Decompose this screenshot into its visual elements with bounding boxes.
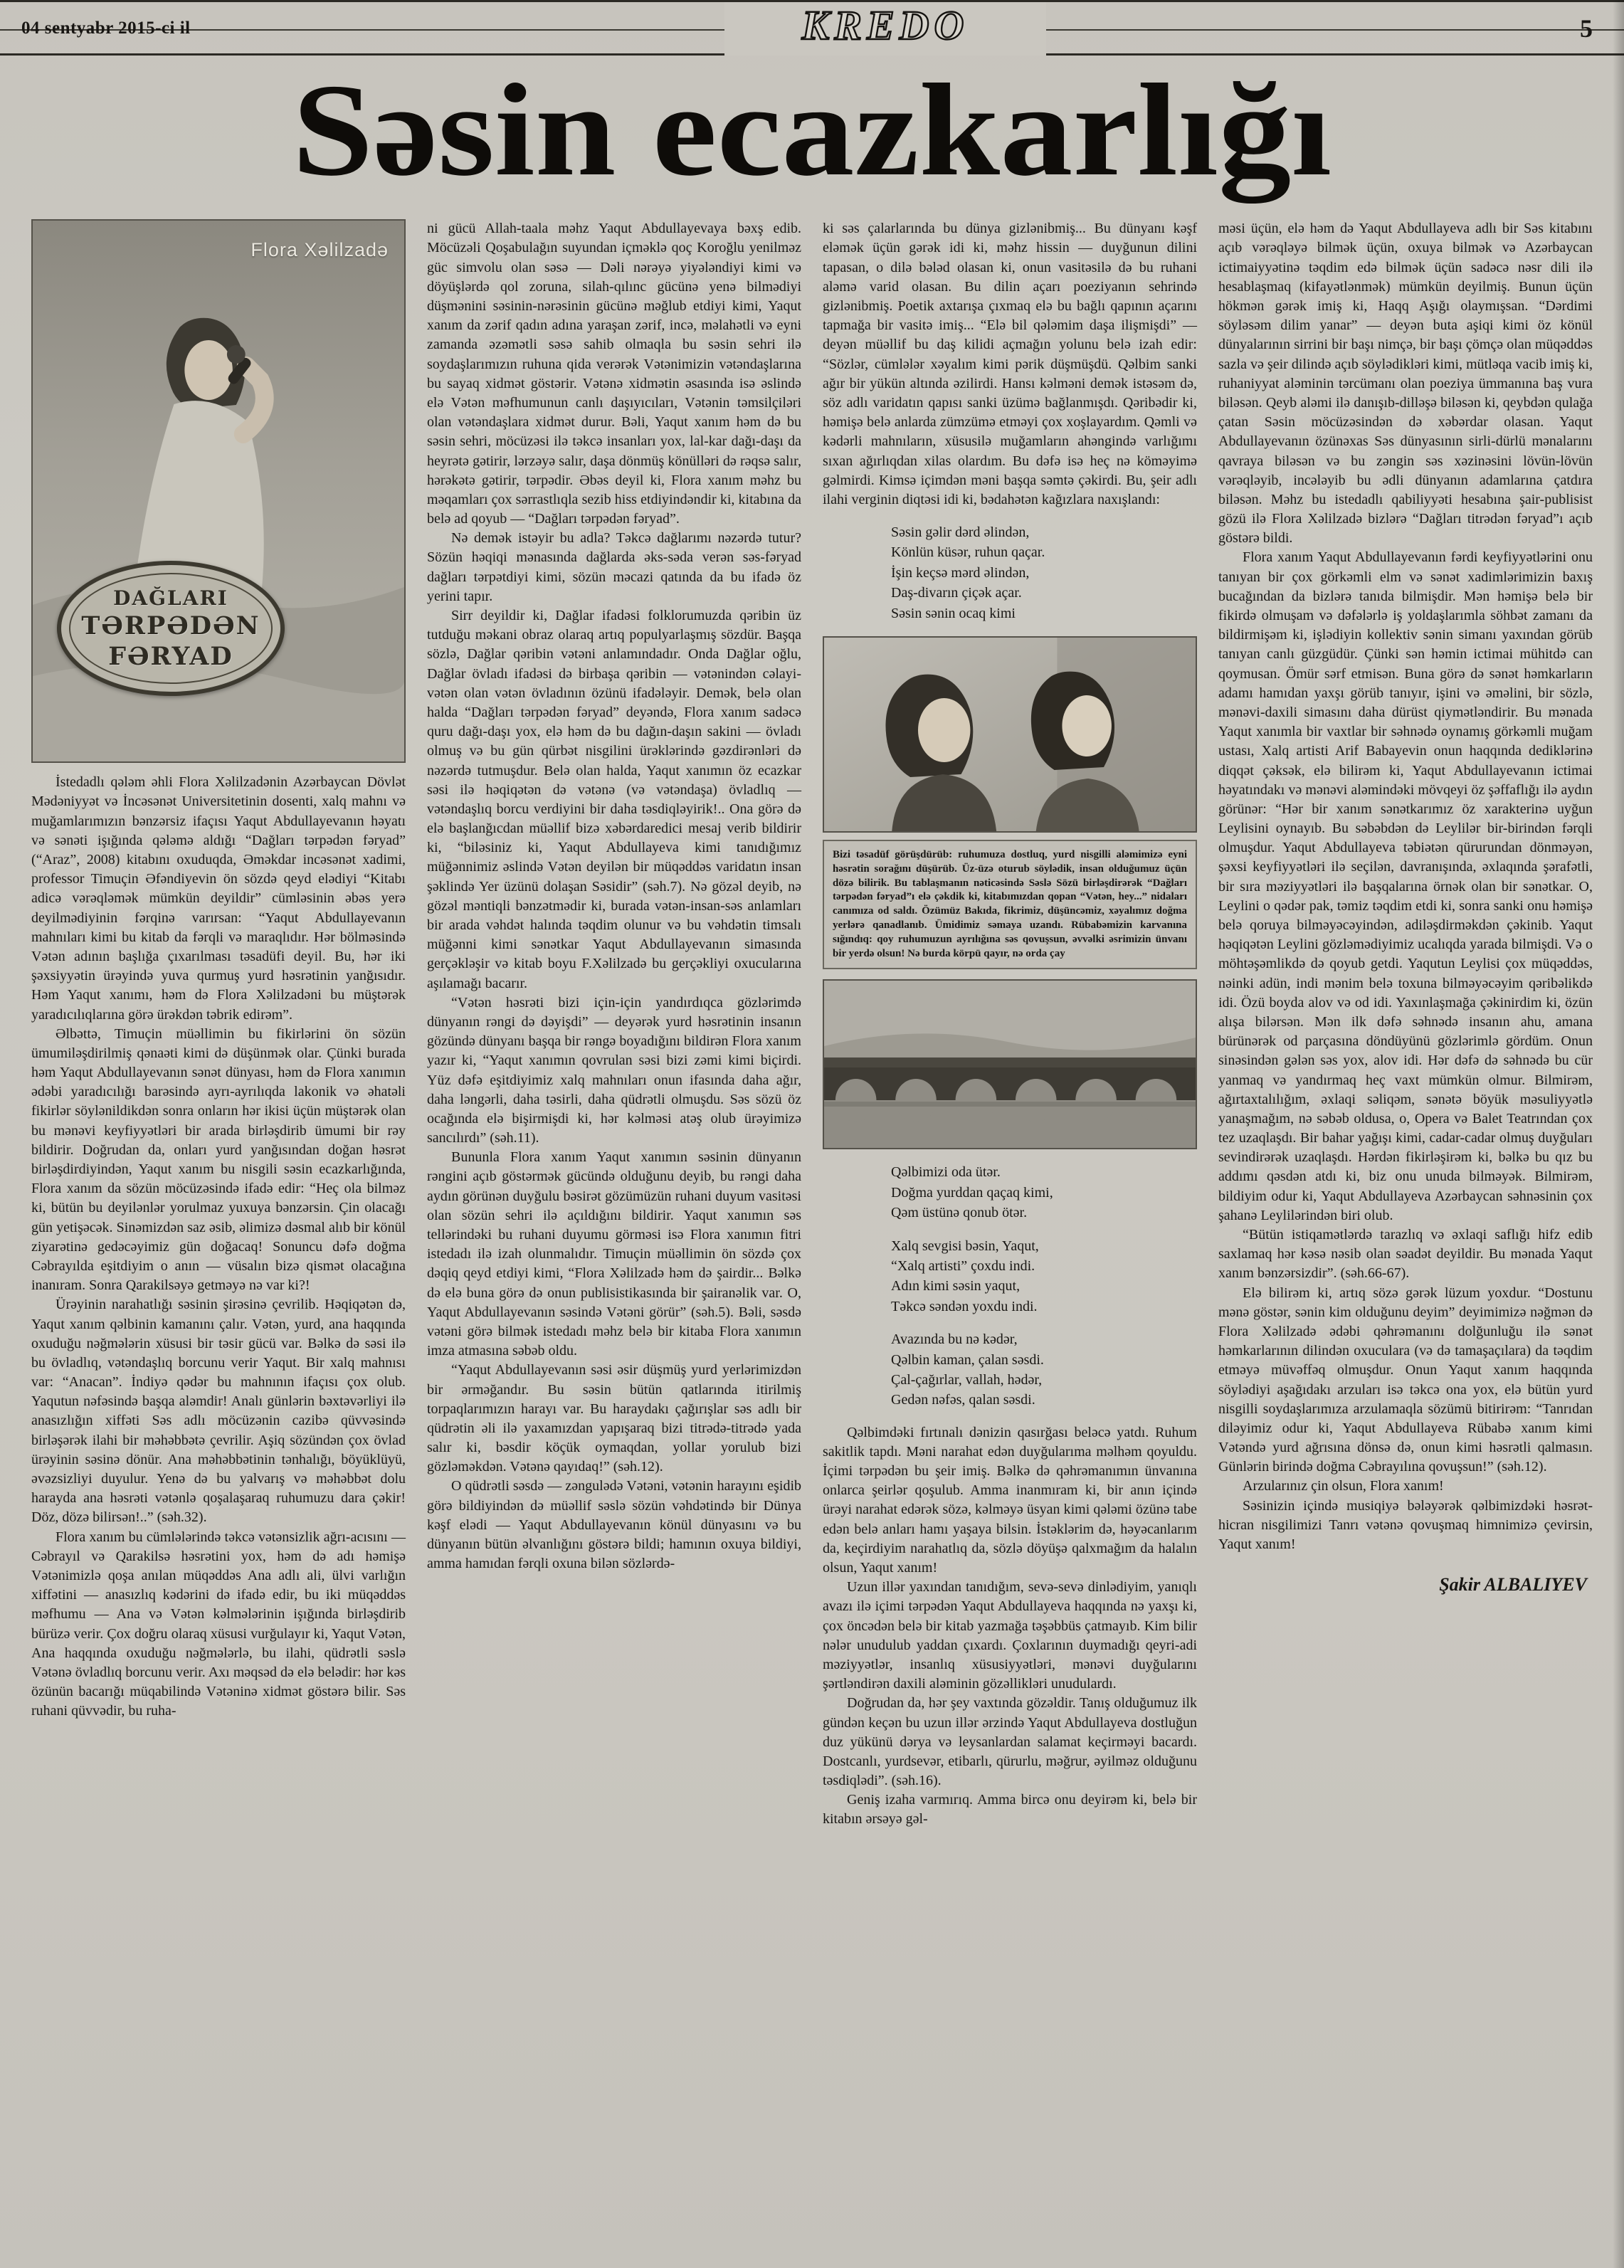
poem-verse-line: Doğma yurddan qaçaq kimi, [891,1184,1053,1201]
column-3-text-top [823,219,1197,623]
column-2 [427,219,801,1829]
masthead-logo [724,2,1046,56]
column-1 [31,219,406,1829]
poem-verse [891,1236,1197,1317]
article-paragraph: Səsinizin içində musiqiyə bələyərək qəlbimizdəki həsrət-hicran nisgilimizi Tanrı vətənə qovuşmaq himnimizə çevirsin, Yaqut xanım! [1218,1497,1593,1553]
column-4-text [1218,219,1593,1554]
poem-verse-line: İşin keçsə mərd əlindən, [891,564,1030,581]
column-4 [1218,219,1593,1829]
poem-verse-line: Səsin gəlir dərd əlindən, [891,524,1030,541]
article-paragraph: Doğrudan da, hər şey vaxtında gözəldir. Tanış olduğumuz ilk gündən keçən bu uzun illər ərzində Yaqut Abdullayeva dostluğun duz yükünü dərya və leysanlardan salamat keçirməyi bacardı. Dostcanlı, yurdsevər, etibarlı, qürurlu, məğrur, əyilməz olduğunu təsdiqlədi”. (səh.16). [823,1695,1197,1789]
poem-verse-line: “Xalq artisti” çoxdu indi. [891,1257,1035,1274]
article-paragraph: məsi üçün, elə həm də Yaqut Abdullayeva adlı bir Səs kitabını açıb vərəqləyə bilmək üçün, oxuya bilmək və Azərbaycan ictimaiyyətinə təqdim edə bilmək üçün sadəcə nəsr dili ilə hesablaşmaq (kifayətlənmək) mümkün deyilmiş. Bunun üçün hökmən gərək imiş ki, Haqq Aşığı olaymışsan. “Dərdimi söyləsəm dilim yanar” — deyən buta aşiqi kimi öz könül dünyalarının sirrini bir başı nimçə, bir başı çömçə olan müqəddəs sazla və şeir dilində açıb söylədikləri kimi, mütləqa vacib imiş ki, ruhaniyyat aləminin tərcümanı olan poeziya ümmanına baş vura biləsən. Qeyb aləmi ilə danışıb-dilləşə biləsən ki, qeybdən qulağa çatan Səsin möcüzəsindən də xəbərdar olasan. Yaqut Abdullayevanın özünəxas Səs dünyasının sirli-dürlü mənalarını qavraya biləsən və bu zəngin səs xəzinəsini lövün-lövün vərəqləyib, incələyib bu ədli dünyanın adamlarına çatdıra biləsən. Məhz bu istedadlı qabiliyyəti hesabına şair-publisist gözü ilə Flora Xəlilzadə bizlərə “Dağları titrədən fəryad”ı açıb göstərə bildi. [1218,221,1593,547]
masthead-text: KREDO [801,1,969,48]
duo-photo-illustration [824,638,1196,831]
article-paragraph: “Yaqut Abdullayevanın səsi əsir düşmüş yurd yerlərimizdən bir ərməğandır. Bu səsin bütün qatlarında itirilmiş torpaqlarımızın harayı var. Bu haraydakı çağırışlar səs adlı bir qüdrətin əli ilə yaxamızdan yapışaraq bizi titrədə-titrədə yada salır ki, bəsdir köçük oymaqdan, yollar yorulub bizi gözləməkdən. Vətənə qayıdaq!” (səh.12). [427,1362,801,1475]
book-title-badge-ring [69,573,273,684]
article-paragraph: Nə demək istəyir bu adla? Təkcə dağlarımı nəzərdə tutur? Sözün həqiqi mənasında dağlarda əks-səda verən səs-fəryad dağları tərpətdiyi kimi, sözün məcazi qatında da bu ifadə öz yerini tapır. [427,530,801,604]
poem-verse-line: Təkcə səndən yoxdu indi. [891,1298,1038,1314]
poem-verse-line: Avazında bu nə kədər, [891,1331,1018,1348]
badge-line-1: DAĞLARI [113,586,228,610]
column-1-text [31,773,406,1721]
poem-verse-line: Qəm üstünə qonub ötər. [891,1205,1028,1221]
badge-line-3: FƏRYAD [108,641,233,671]
column-3-text-bottom [823,1162,1197,1829]
article-paragraph: Bununla Flora xanım Yaqut xanımın səsinin dünyanın rəngini açıb göstərmək gücündə olduğunu deyib, bu rəngi daha aydın görünən duyğulu bəsirət gözümüzün ruhani duyum vasitəsi olan sözün sehri ilə açıldığını bildirir. Yaqut xanımın səs tellərindəki bu ruhani duyumu görməsi isə Flora xanımın fitri istedadı ilə izah olunmalıdır. Timuçin müəllimin ön sözdə çox dəqiq qeyd etdiyi kimi, “Flora Xəlilzadə həm də şairdir... Bəlkə də elə buna görə də onun publisistikasında bir şairanəlik var. O, Yaqut Abdullayevanın səsində Vətəni görür” (səh.5). Bəli, səsdə vətəni görə bilmək istedadı məhz belə bir kitaba Flora xanımın imza atmasına səbəb oldu. [427,1149,801,1359]
article-paragraph: İstedadlı qələm əhli Flora Xəlilzadənin Azərbaycan Dövlət Mədəniyyət və İncəsənət Universitetinin dosenti, xalq mahnı və muğamlarımızın bənzərsiz ifaçısı Yaqut Abdullayevanın həyatı və sənəti işığında qələmə aldığı “Dağları tərpədən fəryad” (“Araz”, 2008) kitabını oxuduqda, Əməkdar incəsənət xadimi, professor Timuçin Əfəndiyevin ön sözdə qeyd elədiyi “Kitabı adicə vərəqləmək mümkün deyildir” cümləsinin əbəs yerə deyilmədiyinin fərqinə varırsan: “Yaqut Abdullayevanın mahnıları kimi bu kitab da fərqli və maraqlıdır. Hər bölməsində Vətən adının başlığa çıxarılması təsadüfi deyil. Bu, hər iki şəxsiyyətin ürəyində yuva qurmuş yurd həsrətinin yanğısıdır. Həm Yaqut xanımı, həm də Flora Xəlilzadəni bu müştərək yaradıcılıqlarına görə ürəkdən təbrik edirəm”. [31,774,406,1023]
poem-verse-line: Qəlbimizi oda ütər. [891,1164,1001,1181]
article-paragraph: ni gücü Allah-taala məhz Yaqut Abdullayevaya bəxş edib. Möcüzəli Qoşabulağın suyundan içməklə qoç Koroğlu yenilməz güc simvolu olan səsə — Dəli nərəyə yiyələndiyi kimi və döyüşlərdə qol zoruna, silah-qılınc gücünə yenə bilmədiyi düşmənini səsinin-nərəsinin gücünə məğlub etdiyi kimi, Yaqut xanım da zərif qadın adına yaraşan zərif, incə, məlahətli və eyni zamanda əzəmətli səsə sahib olmaqla bu səsin sehri ilə soydaşlarımızın ruhuna qida verərək Vətənimizin vətəndaşlarına bu sayaq xidmət göstərir. Vətənə xidmətin əsasında isə əslində elə Vətən məfhumunun canlı daşıyıcıları, Vətənin təmsilçiləri olan vətəndaşlara xidmət durur. Bəli, Yaqut xanım həm də bu səsin sehri, möcüzəsi ilə təkcə insanları yox, lal-kar dağı-daşı da heyrətə gətirir, lərzəyə salır, daşa dönmüş könülləri də rəqsə salır, hərəkətə gətirir, tərpədir. Əbəs deyil ki, Flora xanım məhz bu məqamları çox sərrastlıqla sezib hiss etdiyindəndir ki, kitabına da belə ad qoyub — “Dağları tərpədən fəryad”. [427,221,801,527]
poem-verse-line: Qəlbin kaman, çalan səsdi. [891,1351,1044,1368]
article-paragraph: Arzularınız çin olsun, Flora xanım! [1243,1478,1444,1494]
poem-verse-line: Xalq sevgisi bəsin, Yaqut, [891,1238,1039,1254]
bridge-photo-illustration [824,981,1196,1148]
article-paragraph: O qüdrətli səsdə — zəngulədə Vətəni, vətənin harayını eşidib görə bildiyindən də müəllif səslə sözün vəhdətində bir Dünya kəşf elədi — Yaqut Abdullayevanın könül dünyasını və bu dünyanın bütün əlvanlığını göstərə bildi; hamının oxuya bildiyi, amma hamıdan fərqli oxuna bilən sözlərdə- [427,1478,801,1572]
article-paragraph: Elə bilirəm ki, artıq sözə gərək lüzum yoxdur. “Dostunu mənə göstər, sənin kim olduğunu deyim” deyimimizə nəğmən də Flora Xəlilzadə ədəbi qəhrəmanını dolğunluğu ilə sənət həmkarlarının dilindən oxuculara (və də tamaşaçılara) da təqdim etməyə müvəffəq olmuşdur. Onun Yaqut xanım haqqında söylədiyi aşağıdakı arzuları isə təkcə ona yox, elə bütün yurd nisgilli soydaşlarımıza arzulamaqla sözümü bitirirəm: “Tanrıdan diləyimiz odur ki, Yaqut Abdullayeva Rübabə xanım kimi Vətəndə yurd ağrısına dönsə də, onun kimi həsrətli qalmasın. Günlərin birində doğma Cəbrayılına qovuşsun!” (səh.12). [1218,1285,1593,1475]
article-paragraph: Əlbəttə, Timuçin müəllimin bu fikirlərini ön sözün ümumiləşdirilmiş qənaəti kimi də düşünmək olar. Çünki burada həm Yaqut Abdullayevanın sənət dünyası, həm də Flora xanımın ədəbi yaradıcılığı barəsində ayrı-ayrılıqda lakonik və əhatəli fikirlər söylənildikdən sonra onların hər ikisi üçün müştərək olan bu mənəvi keyfiyyətləri bir arada birləşdirib ümumi bir rəy bildirir. Doğrudan da, onları yurd yanğısından doğan həsrət birləşdirdiyindən, Yaqut xanım bu nisgili səsin ecazkarlığında, Flora xanım da sözün möcüzəsində ifadə edir: “Heç ola bilməz ki, bütün bu deyilənlər yorulmaz yuxuya bənzərsin. Çin olacağı gün yetişəcək. Sinəmizdən saz əsib, əlimizə dəsmal alıb bir könül ziyarətinə gedəcəyimiz gün doğacaq! Sonuncu dəfə doğma Cəbrayılda eşitdiyim o anın — vüsalın bizə qismət olacağına inanıram. Sonra Qarakilsəyə getməyə nə var ki?! [31,1025,406,1294]
poem-verse [891,1162,1197,1223]
flora-photo [31,219,406,763]
article-paragraph: “Bütün istiqamətlərdə tarazlıq və əxlaqi saflığı hifz edib saxlamaq hər kəsə nəsib olan səadət deyildir. Bu mənada Yaqut xanım bənzərsizdir”. (səh.66-67). [1218,1227,1593,1282]
article-headline [14,57,1610,204]
column-3 [823,219,1197,1829]
bridge-photo [823,979,1197,1149]
article-paragraph: Sirr deyildir ki, Dağlar ifadəsi folklorumuzda qəribin üz tutduğu məkani obraz olaraq artıq populyarlaşmış sözdür. Başqa sözlə, Dağlar qəribin vətəni anlamındadır. Onda Dağlar oğlu, Dağlar övladı ifadəsi də birbaşa qəribin — vətənindən cəlayi-vətən olan vətən övladının özünü ifadələyir. Demək, belə olan halda “Dağları tərpədən fəryad” deyəndə, Flora xanım sadəcə quru dağı-daşı yox, elə həm də bu dağın-daşın sakini — övladı olmuş və bu gün qürbət nisgilini ürəklərində gəzdirənləri də nəzərdə tutmuşdur. Belə olan halda, Yaqut xanımın öz ecazkar səsi ilə həqiqətən də vətənə (və vətəndaşa) övladlıq — vətəndaşlıq borcu verdiyini bir daha təsdiqləyirik!.. Ona görə də elə başlanğıcdan müəllif bizə xəbərdaredici mesaj verib bildirir ki, “biləsiniz ki, Yaqut Abdullayeva kimi tanıdığımız müğənnimiz əslində Vətən deyilən bir müqəddəs varidatın insan şəklində Yer üzünü dolaşan Səsidir” (səh.7). Nə gözəl deyib, nə gözəl məntiqli bənzətmədir ki, burada vətən-insan-səs anlamları bir arada vəhdət halında təqdim olunur və bu vəhdətin timsalı müğənni kimi sənətkar Yaqut Abdullayevanın simasında gerçəkləşir və kitab boyu F.Xəlilzadə bu gerçəkliyi oxucularına aşılamağı bacarır. [427,608,801,991]
flora-photo-caption: Flora Xəlilzadə [251,239,389,261]
poem-verse-line: Gedən nəfəs, qalan səsdi. [891,1392,1035,1408]
article-paragraph: Flora xanım bu cümlələrində təkcə vətənsizlik ağrı-acısını — Cəbrayıl və Qarakilsə həsrətini yox, həm də adı həmişə Vətənimizlə qoşa anılan müqəddəs Ana adlı ali, ülvi varlığın xiffətini — anasızlıq kədərini də ifadə edir, bu iki müqəddəs məfhumu — Ana və Vətən kəlmələrinin işığında birləşdirib bürüzə verir. Çox doğru olaraq xüsusi vurğulayır ki, Yaqut Vətən, Ana haqqında oxuduğu nəğmələrlə, bu ilahi, qüdrətli səslə Vətənə övladlıq borcunu verir. Axı məqsəd də elə belədir: hər kəs özünün bacarığı müqabilində Vətəninə xidmət göstərə bilir. Səs ruhani qüvvədir, bu ruha- [31,1529,406,1719]
article-body [0,216,1624,1872]
article-paragraph: Geniş izaha varmırıq. Amma bircə onu deyirəm ki, belə bir kitabın ərsəyə gəl- [823,1792,1197,1827]
article-paragraph: “Vətən həsrəti bizi için-için yandırdıqca gözlərimdə dünyanın rəngi də dəyişdi” — deyərək yurd həsrətinin insanın gözündə dünyanı başqa bir rəngə boyadığını bildirən Flora xanım yazır ki, “Yaqut xanımın qovrulan səsi bizi zəmi kimi biçirdi. Yüz dəfə eşitdiyimiz xalq mahnıları onun ifasında daha ağır, daha ləngərli, daha təsirli, daha qüdrətli olmuşdu. Səs sözü öz ocağında elə bişirmişdi ki, hər kəlməsi atəş olub ürəyimizə sancılırdı” (səh.11). [427,994,801,1146]
author-byline: Şakir ALBALIYEV [1439,1574,1587,1595]
book-title-badge [57,561,285,696]
issue-date: 04 sentyabr 2015-ci il [21,19,191,38]
article-paragraph: Flora xanım Yaqut Abdullayevanın fərdi keyfiyyətlərini onu tanıyan bir çox görkəmli elm və sənət xadimlərimizin baxış bucağından da bizlərə tanıda bilmişdir. Mən həmişə belə bir fikirdə olmuşam və dəfələrlə iş yoldaşlarımla söhbət zamanı da bildirmişəm ki, işlədiyin kollektiv sənin simanı yaxından görüb tanıyan canlı güzgüdür. Çünki sən həmin ictimai mühitdə can qoymusan. Ömür sərf etmisən. Buna görə də sənət həmkarların adamı hamıdan yaxşı görüb tanıyır, işini və əməlini, bir sözlə, mənəvi-daxili simasını daha dürüst qiymətləndirir. Bu mənada Yaqut xanımla bir vaxtlar bir səhnədə oynamış görkəmli muğam ustası, Xalq artisti Arif Babayevin onun haqqında dediklərinə diqqət çəksək, elə bilirəm ki, Yaqut Abdullayevanın ictimai həyatındakı və mənəvi aləmindəki mövqeyi öz şəffaflığı ilə aydın görünər: “Hər bir xanım sənətkarımız öz xarakterinə uyğun Leylisini oynayıb. Bu səbəbdən də Leylilər bir-birindən fərqli olmuşdur. Yaqut Abdullayeva təbiətən qürurundan dönməyən, şəxsi keyfiyyətləri ilə seçilən, davranışında, əxlaqında şərafətli, bir sıra məziyyətləri ilə başqalarına örnək olan bir sənətkar. O, Leylini o qədər pak, təmiz təqdim etdi ki, sonra sanki onu həmişə belə qoruya bilməyəcəyindən, adiləşdirməkdən çəkinib. Yaqut həqiqətən Leylini gözləmədiyimiz ucalıqda yarada bilmişdi. Və o möhtəşəmlikdə də qoyub getdi. Yaqutun Leylisi çox müqəddəs, nəinki adün, indi mənim belə toxuna bilməyəcəyim qəribəlikdə idi. Özü boyda alov və od idi. Yaxınlaşmağa çəkinirdim ki, özün alışa bilərsən. Mən ilk dəfə səhnədə insanın ahu, amana bürünərək od parçasına döndüyünü gözlərimlə gördüm. Onun sinəsindən gələn səs yox, alov idi. Hər dəfə də səhnədə bu cür yanmaq və yandırmaq heç vaxt mümkün olmur. Bilmirəm, ağırtaxtalılığım, əxlaqi səliqəm, sənətə böyük məsuliyyətlə yanaşmağım, nə səbəb oldusa, o, Opera və Balet Teatrından çox tez uzaqlaşdı. Bir bahar yağışı kimi, cadar-cadar olmuş duyğuları sevindirərək uzaqlaşdı. Hərdən fikirləşirəm ki, bəlkə bu qız bu addımı qəsdən atdı ki, biz onu unuda bilməyək. Bilmirəm, bildiyim odur ki, Yaqut Abdullayeva Azərbaycan səhnəsinin çox şahanə Leylilərindən biri olub. [1218,549,1593,1223]
poem-verse [891,1329,1197,1410]
masthead-svg [743,2,1028,52]
article-paragraph: ki səs çalarlarında bu dünya gizlənibmiş... Bu dünyanı kəşf eləmək üçün gərək idi ki, məhz hissin — duyğunun dilini tapasan, o dilə bələd olasan ki, onun vasitəsilə də bu ruhani aləmə varid olasan. Bu dilin açarı poeziyanın sehrində gizlənibmiş. Poetik axtarışa çıxmaq elə bu bağlı qapının açarını tapmağa bir vasitə imiş... “Elə bil qələmim daşa ilişmişdi” — deyən müəllif bu daş kilidi açmağın yolunu belə izah edir: “Sözlər, cümlələr xəyalım kimi pərik düşmüşdü. Qəlbim sanki ağır bir yükün altında əzilirdi. Hansı kəlməni demək istəsəm də, söz adlı varidatın qapısı sanki üzümə bağlanmışdı. Qəribədir ki, həmişə belə anlarda zümzümə etməyi çox xoşlayardım. Qəmli və kədərli mahnıların, xüsusilə muğamların ahəngində varlığımı sıxan ağırlıqdan xilas olardım. Bu dəfə isə heç nə köməyimə gəlmirdi. Kimsə içimdən məni başqa səmtə çəkirdi. Bu, şeir adlı ilahi verginin diqtəsi idi ki, bədahətən kağızlara naxışlandı: [823,221,1197,507]
poem-verse-line: Səsin sənin ocaq kimi [891,605,1016,621]
poem-verse-line: Adın kimi səsin yaqut, [891,1278,1021,1294]
photo-caption: Bizi təsadüf görüşdürüb: ruhumuza dostluq, yurd nisgilli aləmimizə eyni həsrətin sorağını düşürüb. Üz-üzə oturub söylədik, insan olduğumuz üçün dözə bilirik. Bu tablaşmanın nəticəsində Səslə Sözü birləşdirərək “Dağları tərpədən fəryad”ı elə çəkdik ki, kitabımızdan qopan “Vətən, hey...” nidaları canımıza od saldı. Özümüz Bakıda, fikrimiz, düşüncəmiz, xəyalımız doğma yerlərə qanadlanıb. Ümidimiz səmaya uzandı. Rübabəmizin karvanına sığındıq: qoy ruhumuzun ayrılığına səs qovuşsun, əvvəlki əsrimizin ünvanı bir yerdə olsun! Nə burda körpü qayır, nə orda çay [823,840,1197,969]
column-2-text [427,219,801,1573]
poem-verse-line: Könlün küsər, ruhun qaçar. [891,544,1045,561]
page-header [0,0,1624,56]
page-number: 5 [1580,14,1593,43]
article-paragraph: Ürəyinin narahatlığı səsinin şirəsinə çevrilib. Həqiqətən də, Yaqut xanım qəlbinin kamanını çalır. Vətən, yurd, ana haqqında oxuduğu nəğmələrin xüsusi bir təsir gücü var. Bəlkə də səsi ilə bu övladlıq, vətəndaşlıq borcunu verir Yaqut. Bir xalq mahnısı var: “Anacan”. İndiyə qədər bu mahnının ifaçısı çox olub. Yaqutun nəfəsində başqa aləmdir! Analı günlərin bəxtəvərliyi ilə anasızlığın xiffəti Səs adlı möcüzənin cazibə qüvvəsində birləşərək ilahi bir məhəbbətə çevrilir. Aşiq sözündən çox övlad ürəyinin səsinə dönür. Ana məhəbbətinin tənhalığı, böyüklüyü, əvəzsizliyi duyulur. Yenə də bu yalvarış və məhəbbət dolu harayda ana həsrəti vətənlə qoşalaşaraq ruhumuzu dara çəkir! Döz, dözə bilirsən!..” (səh.32). [31,1297,406,1526]
poem-verse-line: Daş-divarın çiçək açar. [891,585,1022,601]
article-paragraph: Qəlbimdəki fırtınalı dənizin qasırğası beləcə yatdı. Ruhum sakitlik tapdı. Məni narahat edən duyğularıma məlhəm qoyuldu. İçimi tərpədən bu şeir imiş. Bəlkə də qəhrəmanımın ünvanına onlarca şeirlər qoşulub. Amma inanmıram ki, bir anın içində ürəyi narahat edərək sözə, kəlməyə üsyan kimi qələmi özünə tabe edən belə anları hamı yaşaya bilsin. İstəklərim də, həyəcanlarım da, keçirdiyim narahatlıq da, sözlə döyüşə qalxmağım da halalın olsun, Yaqut xanım! [823,1424,1197,1576]
article-paragraph: Uzun illər yaxından tanıdığım, sevə-sevə dinlədiyim, yanıqlı avazı ilə içimi tərpədən Yaqut Abdullayeva haqqında nə yaxşı ki, çox öncədən belə bir kitab yazmağa təşəbbüs çatmayıb. Kim bilir nələr unudulub yaddan çıxardı. Çoxlarının duymadığı qeyri-adi məziyyətlər, insanlıq xüsusiyyətləri, mənəvi duyğularını şərtləndirən daxili aləminin gözəllikləri unudulardı. [823,1579,1197,1692]
badge-line-2: TƏRPƏDƏN [81,611,260,640]
duo-photo [823,636,1197,833]
poem-verse-line: Çal-çağırlar, vallah, hədər, [891,1371,1043,1388]
poem-verse [891,522,1197,623]
article-headline-text: Səsin ecazkarlığı [292,57,1332,204]
